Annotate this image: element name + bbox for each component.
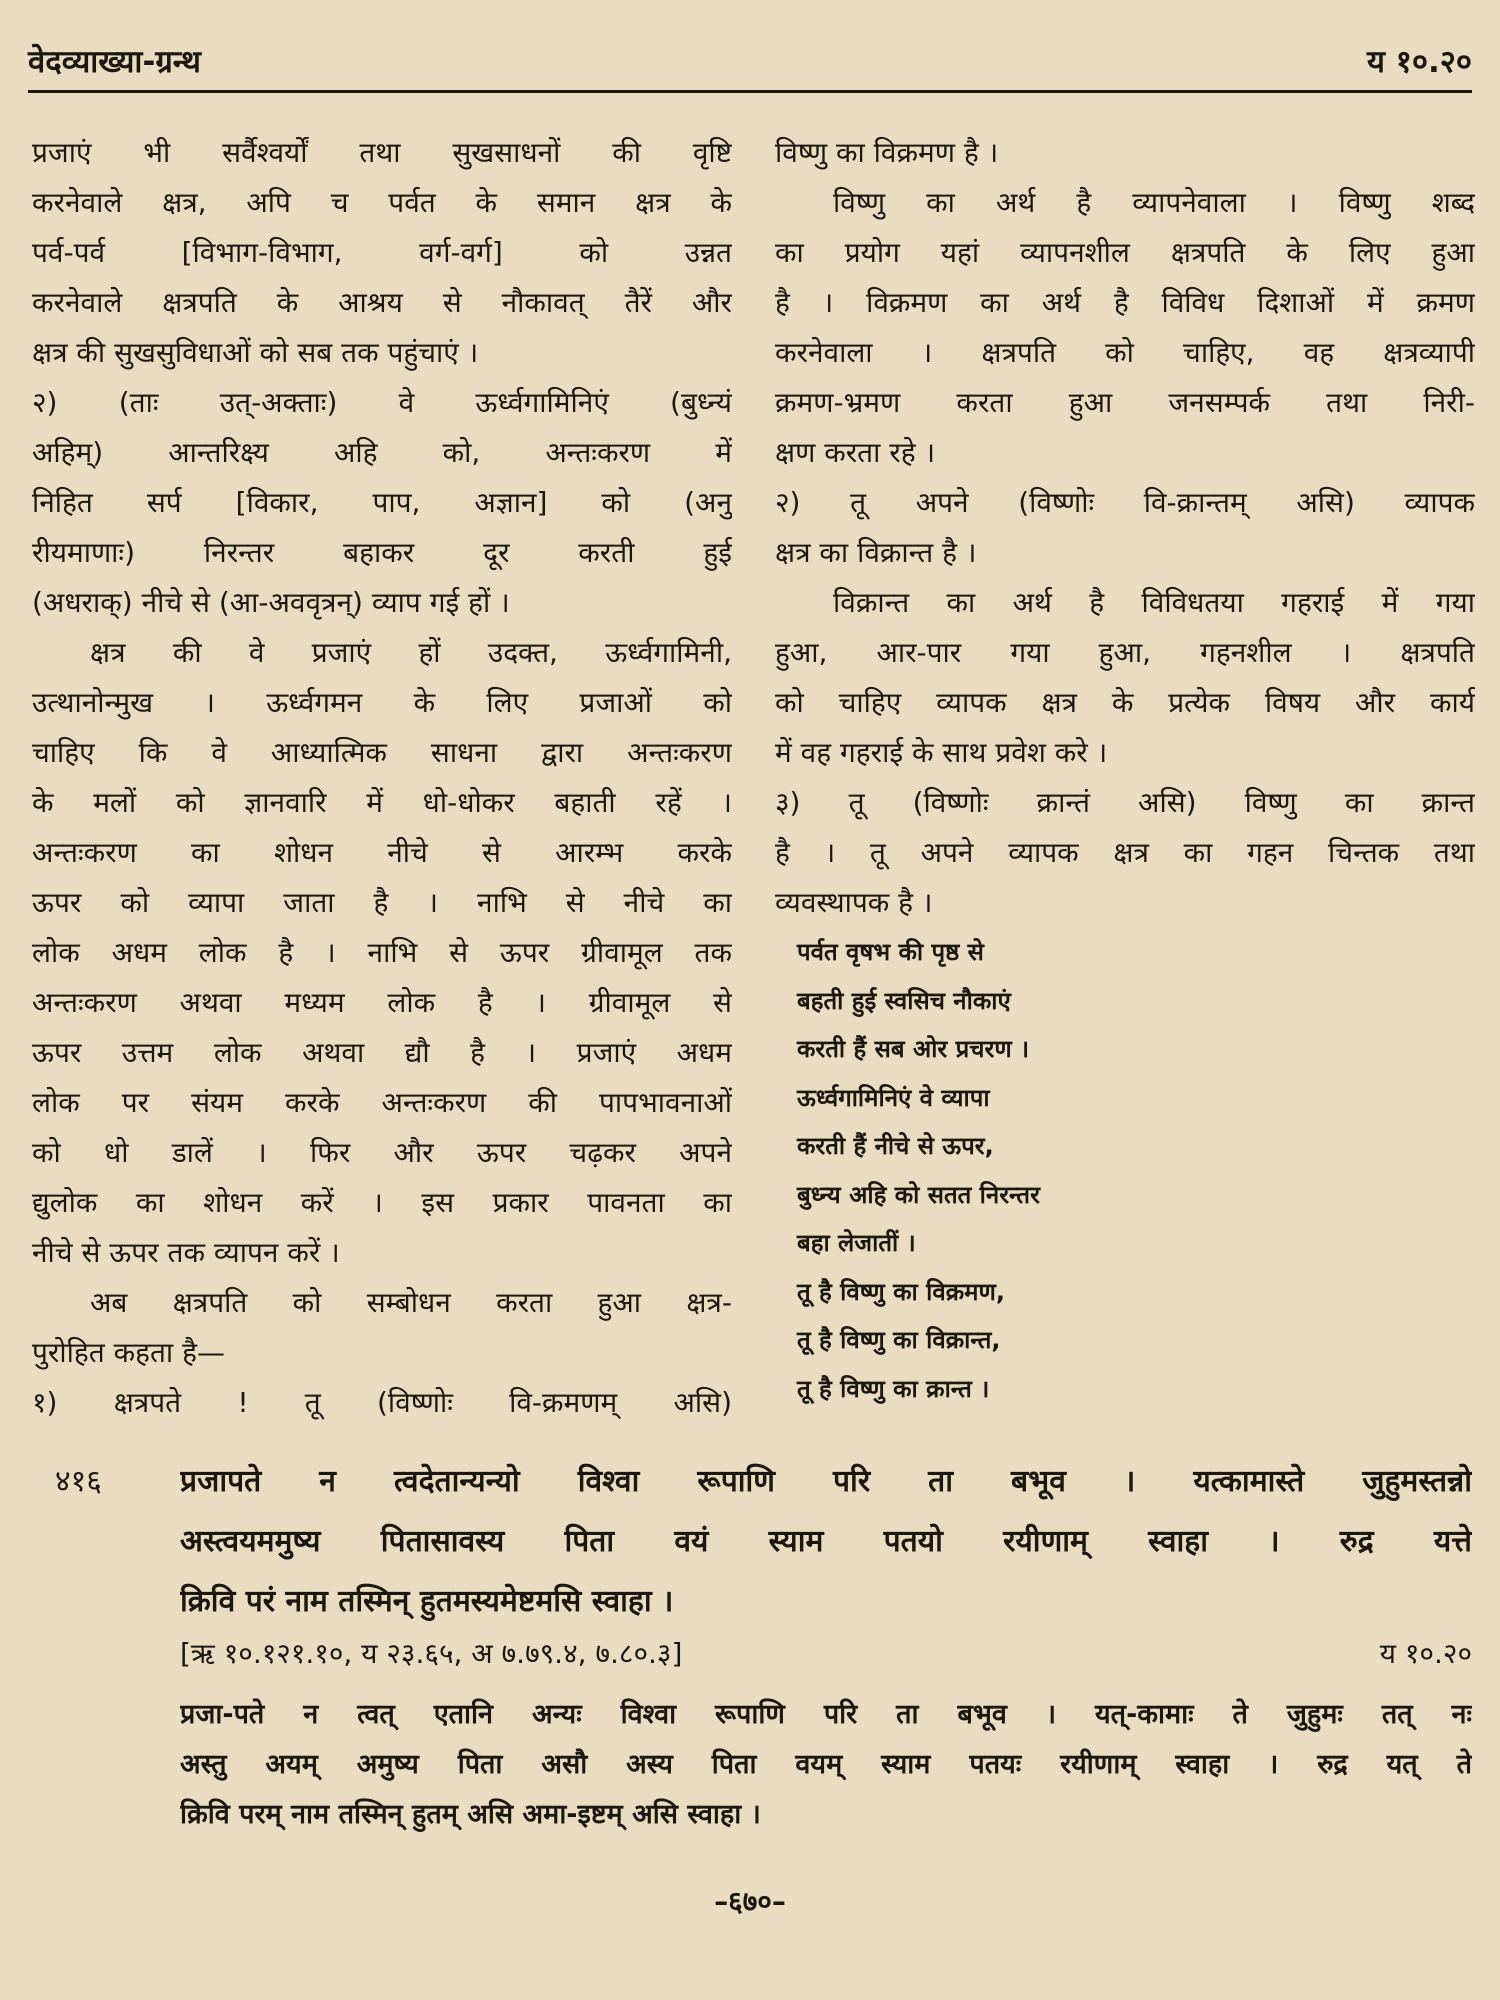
text-line: है । विक्रमण का अर्थ है विविध दिशाओं में क्रमण (775, 286, 1475, 319)
verse-line: ऊर्ध्वगामिनिएं वे व्यापा (797, 1083, 990, 1112)
text-line: क्रमण-भ्रमण करता हुआ जनसम्पर्क तथा निरी- (775, 386, 1475, 419)
text-line: ऊपर को व्यापा जाता है । नाभि से नीचे का (32, 886, 732, 919)
mantra-reference: य १०.२० (1366, 44, 1472, 80)
mantra-block (55, 1452, 1472, 1676)
text-line: २) (ताः उत्-अक्ताः) वे ऊर्ध्वगामिनिएं (बुध्न्यं (32, 386, 732, 419)
text-line: हुआ, आर-पार गया हुआ, गहनशील । क्षत्रपति (775, 636, 1475, 669)
verse-line: करती हैं सब ओर प्रचरण । (797, 1035, 1030, 1063)
text-line: है । तू अपने व्यापक क्षत्र का गहन चिन्तक तथा (775, 836, 1475, 869)
padapatha-line: क्रिवि परम् नाम तस्मिन् हुतम् असि अमा-इष्टम् असि स्वाहा । (180, 1799, 761, 1830)
mantra-number: ४१६ (55, 1464, 102, 1499)
padapatha-line: प्रजा-पते न त्वत् एतानि अन्यः विश्वा रूपाणि परि ता बभूव । यत्-कामाः ते जुहुमः तत् नः (180, 1699, 1472, 1730)
text-line: नीचे से ऊपर तक व्यापन करें । (32, 1236, 340, 1269)
text-line: को चाहिए व्यापक क्षत्र के प्रत्येक विषय और कार्य (775, 686, 1475, 719)
verse-line: तू है विष्णु का क्रान्त । (797, 1374, 990, 1403)
text-line: ३) तू (विष्णोः क्रान्तं असि) विष्णु का क्रान्त (775, 786, 1475, 819)
text-line: २) तू अपने (विष्णोः वि-क्रान्तम् असि) व्यापक (775, 486, 1475, 519)
verse-line: पर्वत वृषभ की पृष्ठ से (797, 938, 984, 966)
text-line: अहिम्) आन्तरिक्ष्य अहि को, अन्तःकरण में (32, 436, 732, 469)
text-line: का प्रयोग यहां व्यापनशील क्षत्रपति के लिए हुआ (775, 236, 1475, 269)
verse-line: बहती हुई स्वसिच नौकाएं (797, 986, 1011, 1015)
text-line: उत्थानोन्मुख । ऊर्ध्वगमन के लिए प्रजाओं को (32, 686, 732, 719)
text-line: लोक पर संयम करके अन्तःकरण की पापभावनाओं (32, 1086, 732, 1119)
mantra-line: अस्त्वयममुष्य पितासावस्य पिता वयं स्याम पतयो रयीणाम् स्वाहा । रुद्र यत्ते (180, 1524, 1472, 1559)
text-line: विष्णु का अर्थ है व्यापनेवाला । विष्णु शब्द (833, 186, 1475, 219)
book-title: वेदव्याख्या-ग्रन्थ (28, 44, 201, 80)
text-line: करनेवाले क्षत्रपति के आश्रय से नौकावत् तैरें और (32, 286, 732, 319)
text-line: व्यवस्थापक है । (775, 886, 933, 919)
text-line: करनेवाला । क्षत्रपति को चाहिए, वह क्षत्रव्यापी (775, 336, 1475, 369)
text-line: लोक अधम लोक है । नाभि से ऊपर ग्रीवामूल तक (32, 936, 732, 969)
verse-line: बुध्न्य अहि को सतत निरन्तर (797, 1180, 1040, 1209)
text-line: विष्णु का विक्रमण है । (775, 136, 999, 169)
text-line: पर्व-पर्व [विभाग-विभाग, वर्ग-वर्ग] को उन्नत (32, 236, 732, 269)
verse-line: तू है विष्णु का विक्रान्त, (797, 1326, 1001, 1354)
text-line: द्युलोक का शोधन करें । इस प्रकार पावनता का (32, 1186, 732, 1219)
text-line: रीयमाणाः) निरन्तर बहाकर दूर करती हुई (32, 536, 732, 569)
left-column (32, 128, 732, 1428)
text-line: चाहिए कि वे आध्यात्मिक साधना द्वारा अन्तःकरण (32, 736, 732, 769)
text-line: (अधराक्) नीचे से (आ-अववृत्रन्) व्याप गई हों । (32, 586, 510, 619)
text-line: प्रजाएं भी सर्वैश्वर्यों तथा सुखसाधनों की वृष्टि (32, 136, 732, 169)
text-line: को धो डालें । फिर और ऊपर चढ़कर अपने (32, 1136, 732, 1169)
verse-block (775, 928, 1475, 1413)
mantra-line: क्रिवि परं नाम तस्मिन् हुतमस्यमेष्टमसि स्वाहा । (180, 1584, 674, 1619)
text-line: क्षत्र का विक्रान्त है । (775, 536, 977, 569)
source-reference: य १०.२० (1379, 1637, 1472, 1670)
text-line: अन्तःकरण अथवा मध्यम लोक है । ग्रीवामूल से (32, 986, 732, 1019)
text-line: में वह गहराई के साथ प्रवेश करे । (775, 736, 1108, 769)
text-line: अन्तःकरण का शोधन नीचे से आरम्भ करके (32, 836, 732, 869)
text-line: अब क्षत्रपति को सम्बोधन करता हुआ क्षत्र- (90, 1286, 732, 1319)
verse-line: करती हैं नीचे से ऊपर, (797, 1132, 994, 1160)
right-column (775, 128, 1475, 1413)
text-line: निहित सर्प [विकार, पाप, अज्ञान] को (अनु (32, 486, 732, 519)
padapatha-block (180, 1690, 1472, 1840)
verse-line: बहा लेजातीं । (797, 1229, 916, 1257)
text-line: ऊपर उत्तम लोक अथवा द्यौ है । प्रजाएं अधम (32, 1036, 732, 1069)
text-line: क्षत्र की वे प्रजाएं हों उदक्त, ऊर्ध्वगामिनी, (90, 636, 732, 669)
text-line: करनेवाले क्षत्र, अपि च पर्वत के समान क्षत्र के (32, 186, 732, 219)
text-line: पुरोहित कहता है— (32, 1336, 225, 1369)
header-rule (28, 90, 1472, 93)
running-header (28, 40, 1472, 88)
text-line: के मलों को ज्ञानवारि में धो-धोकर बहाती रहें । (32, 786, 732, 819)
page-number: –६७०– (714, 1885, 786, 1918)
text-line: विक्रान्त का अर्थ है विविधतया गहराई में गया (833, 586, 1475, 619)
cross-references: [ऋ १०.१२१.१०, य २३.६५, अ ७.७९.४, ७.८०.३] (180, 1637, 683, 1670)
mantra-line: प्रजापते न त्वदेतान्यन्यो विश्वा रूपाणि परि ता बभूव । यत्कामास्ते जुहुमस्तन्नो (180, 1464, 1472, 1499)
verse-line: तू है विष्णु का विक्रमण, (797, 1277, 1005, 1306)
padapatha-line: अस्तु अयम् अमुष्य पिता असौ अस्य पिता वयम् स्याम पतयः रयीणाम् स्वाहा । रुद्र यत् ते (180, 1749, 1472, 1780)
text-line: क्षण करता रहे । (775, 436, 936, 469)
text-line: १) क्षत्रपते ! तू (विष्णोः वि-क्रमणम् असि) (32, 1386, 732, 1419)
text-line: क्षत्र की सुखसुविधाओं को सब तक पहुंचाएं । (32, 336, 479, 369)
